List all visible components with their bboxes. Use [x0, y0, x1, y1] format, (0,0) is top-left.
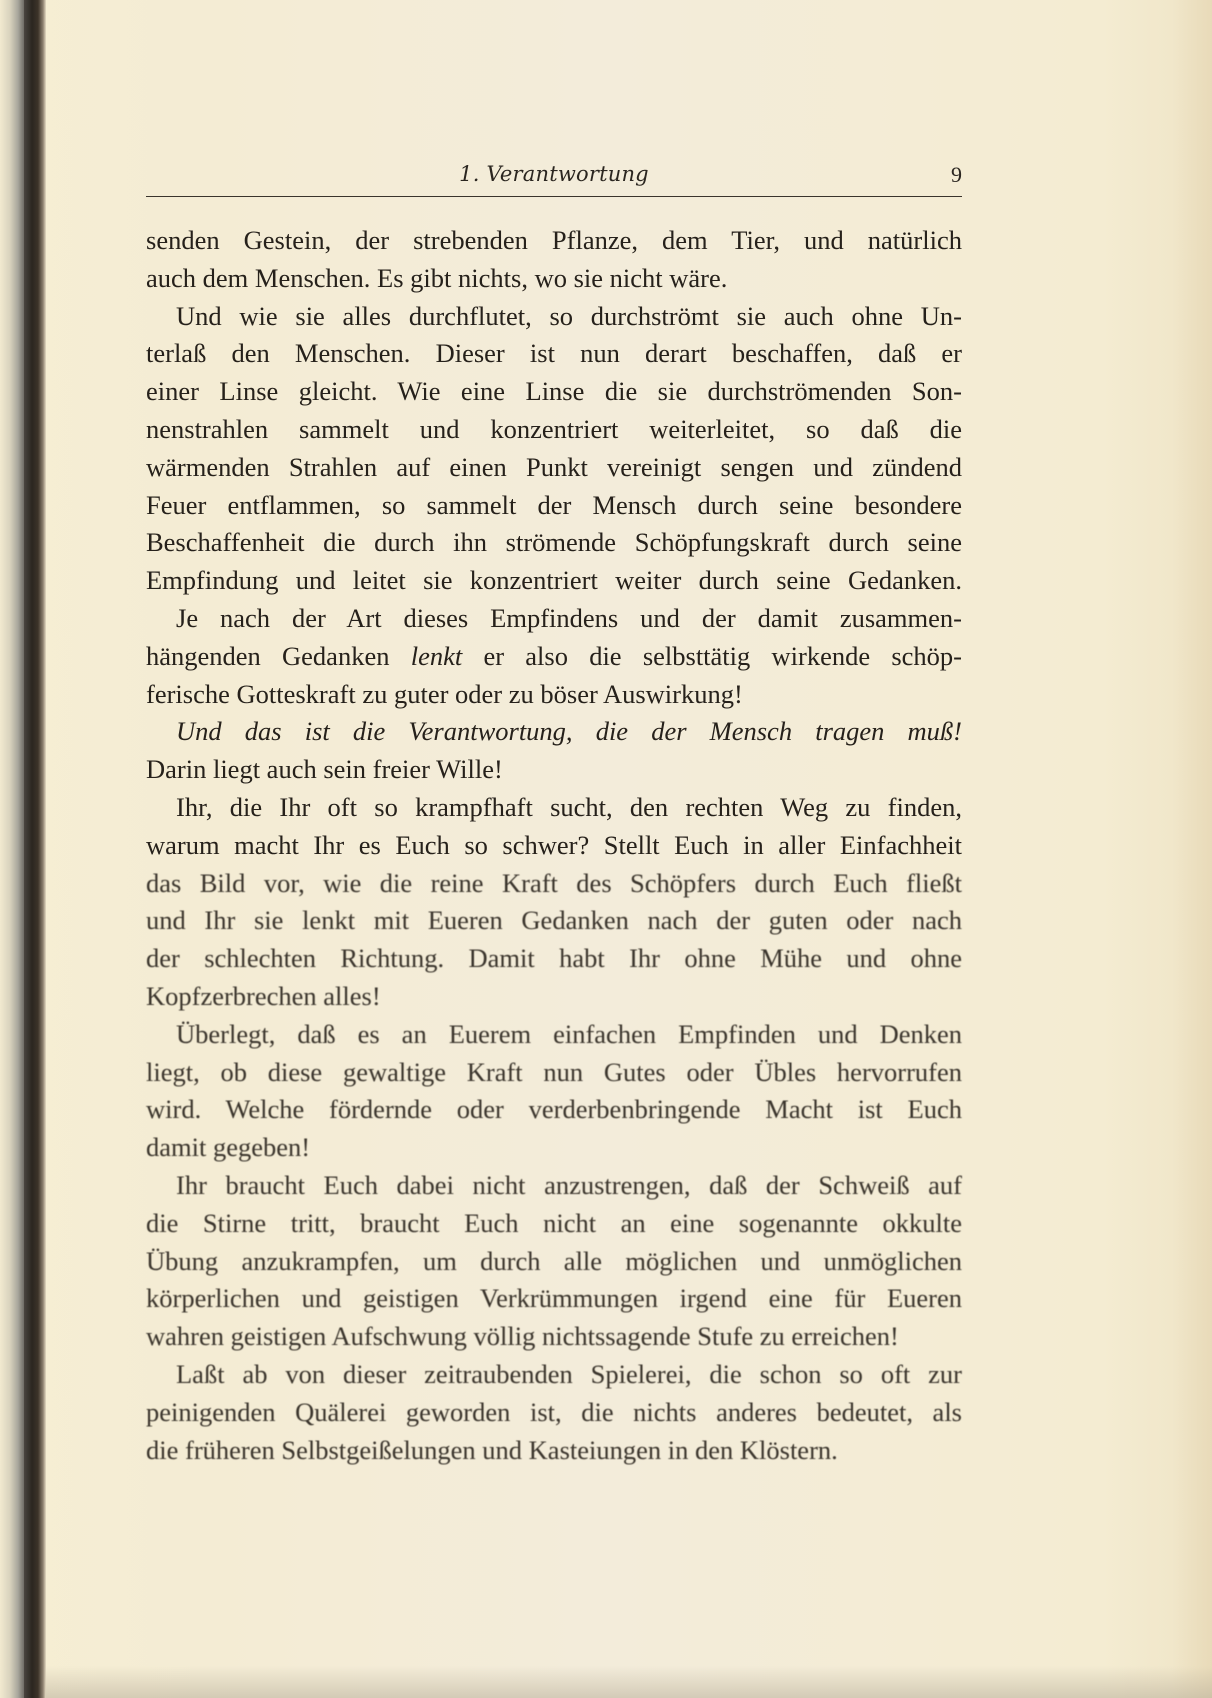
text-line: senden Gestein, der strebenden Pflanze, dem Tier, und natürlich [146, 225, 962, 255]
page-binding-edge [0, 0, 24, 1698]
text-line: und Ihr sie lenkt mit Eueren Gedanken nach der guten oder nach [146, 905, 962, 936]
header-rule [146, 196, 962, 197]
paragraph-start-line: Je nach der Art dieses Empfindens und der damit zusammen- [176, 602, 962, 633]
text-line: die früheren Selbstgeißelungen und Kasteiungen in den Klöstern. [146, 1434, 838, 1465]
text-line: damit gegeben! [146, 1132, 311, 1163]
paragraph-start-line: Ihr, die Ihr oft so krampfhaft sucht, den rechten Weg zu finden, [176, 791, 962, 822]
text-line: der schlechten Richtung. Damit habt Ihr ohne Mühe und ohne [146, 943, 962, 974]
text-line-with-emphasis [146, 638, 962, 676]
text-line: wird. Welche fördernde oder verderbenbringende Macht ist Euch [146, 1094, 962, 1125]
text-line: Beschaffenheit die durch ihn strömende Schöpfungskraft durch seine [146, 527, 962, 558]
book-gutter-shadow [24, 0, 46, 1698]
text-line: Übung anzukrampfen, um durch alle möglichen und unmöglichen [146, 1245, 962, 1276]
text-line: wahren geistigen Aufschwung völlig nichtssagende Stufe zu erreichen! [146, 1321, 899, 1352]
text-line: auch dem Menschen. Es gibt nichts, wo sie nicht wäre. [146, 262, 728, 293]
paragraph-start-line: Überlegt, daß es an Euerem einfachen Empfinden und Denken [176, 1018, 962, 1049]
running-title: 1. Verantwortung [459, 162, 649, 186]
text-line: peinigenden Quälerei geworden ist, die nichts anderes bedeutet, als [146, 1396, 962, 1427]
text-line: Feuer entflammen, so sammelt der Mensch durch seine besondere [146, 489, 962, 520]
text-line: warum macht Ihr es Euch so schwer? Stellt Euch in aller Einfachheit [146, 829, 962, 860]
bottom-edge-shadow [46, 1666, 1212, 1698]
paragraph-start-line: Und wie sie alles durchflutet, so durchströmt sie auch ohne Un- [176, 300, 962, 331]
emphasized-statement: Und das ist die Verantwortung, die der Mensch tragen muß! [176, 716, 962, 747]
text-line: Empfindung und leitet sie konzentriert weiter durch seine Gedanken. [146, 565, 962, 596]
emphasis-lenkt: lenkt [410, 640, 463, 671]
text-line: Darin liegt auch sein freier Wille! [146, 754, 503, 785]
text-line: ferische Gotteskraft zu guter oder zu böser Auswirkung! [146, 678, 743, 709]
page-edge-shade [1172, 0, 1212, 1698]
text-line: die Stirne tritt, braucht Euch nicht an eine sogenannte okkulte [146, 1207, 962, 1238]
text-line: liegt, ob diese gewaltige Kraft nun Gutes oder Übles hervorrufen [146, 1056, 962, 1087]
text-line: terlaß den Menschen. Dieser ist nun derart beschaffen, daß er [146, 338, 962, 369]
text-segment: hängenden Gedanken [146, 640, 411, 671]
paragraph-start-line: Ihr braucht Euch dabei nicht anzustrengen, daß der Schweiß auf [176, 1169, 962, 1200]
running-header [146, 160, 962, 196]
page-number: 9 [951, 162, 962, 187]
text-line: wärmenden Strahlen auf einen Punkt vereinigt sengen und zündend [146, 451, 962, 482]
paragraph-start-line: Laßt ab von dieser zeitraubenden Spielerei, die schon so oft zur [176, 1358, 962, 1389]
body-text [146, 222, 962, 1469]
text-segment: er also die selbsttätig wirkende schöp- [462, 640, 963, 671]
text-line: das Bild vor, wie die reine Kraft des Schöpfers durch Euch fließt [146, 867, 962, 898]
text-line: körperlichen und geistigen Verkrümmungen irgend eine für Eueren [146, 1283, 962, 1314]
text-line: Kopfzerbrechen alles! [146, 980, 381, 1011]
text-line: nenstrahlen sammelt und konzentriert weiterleitet, so daß die [146, 413, 962, 444]
text-line: einer Linse gleicht. Wie eine Linse die sie durchströmenden Son- [146, 376, 962, 407]
